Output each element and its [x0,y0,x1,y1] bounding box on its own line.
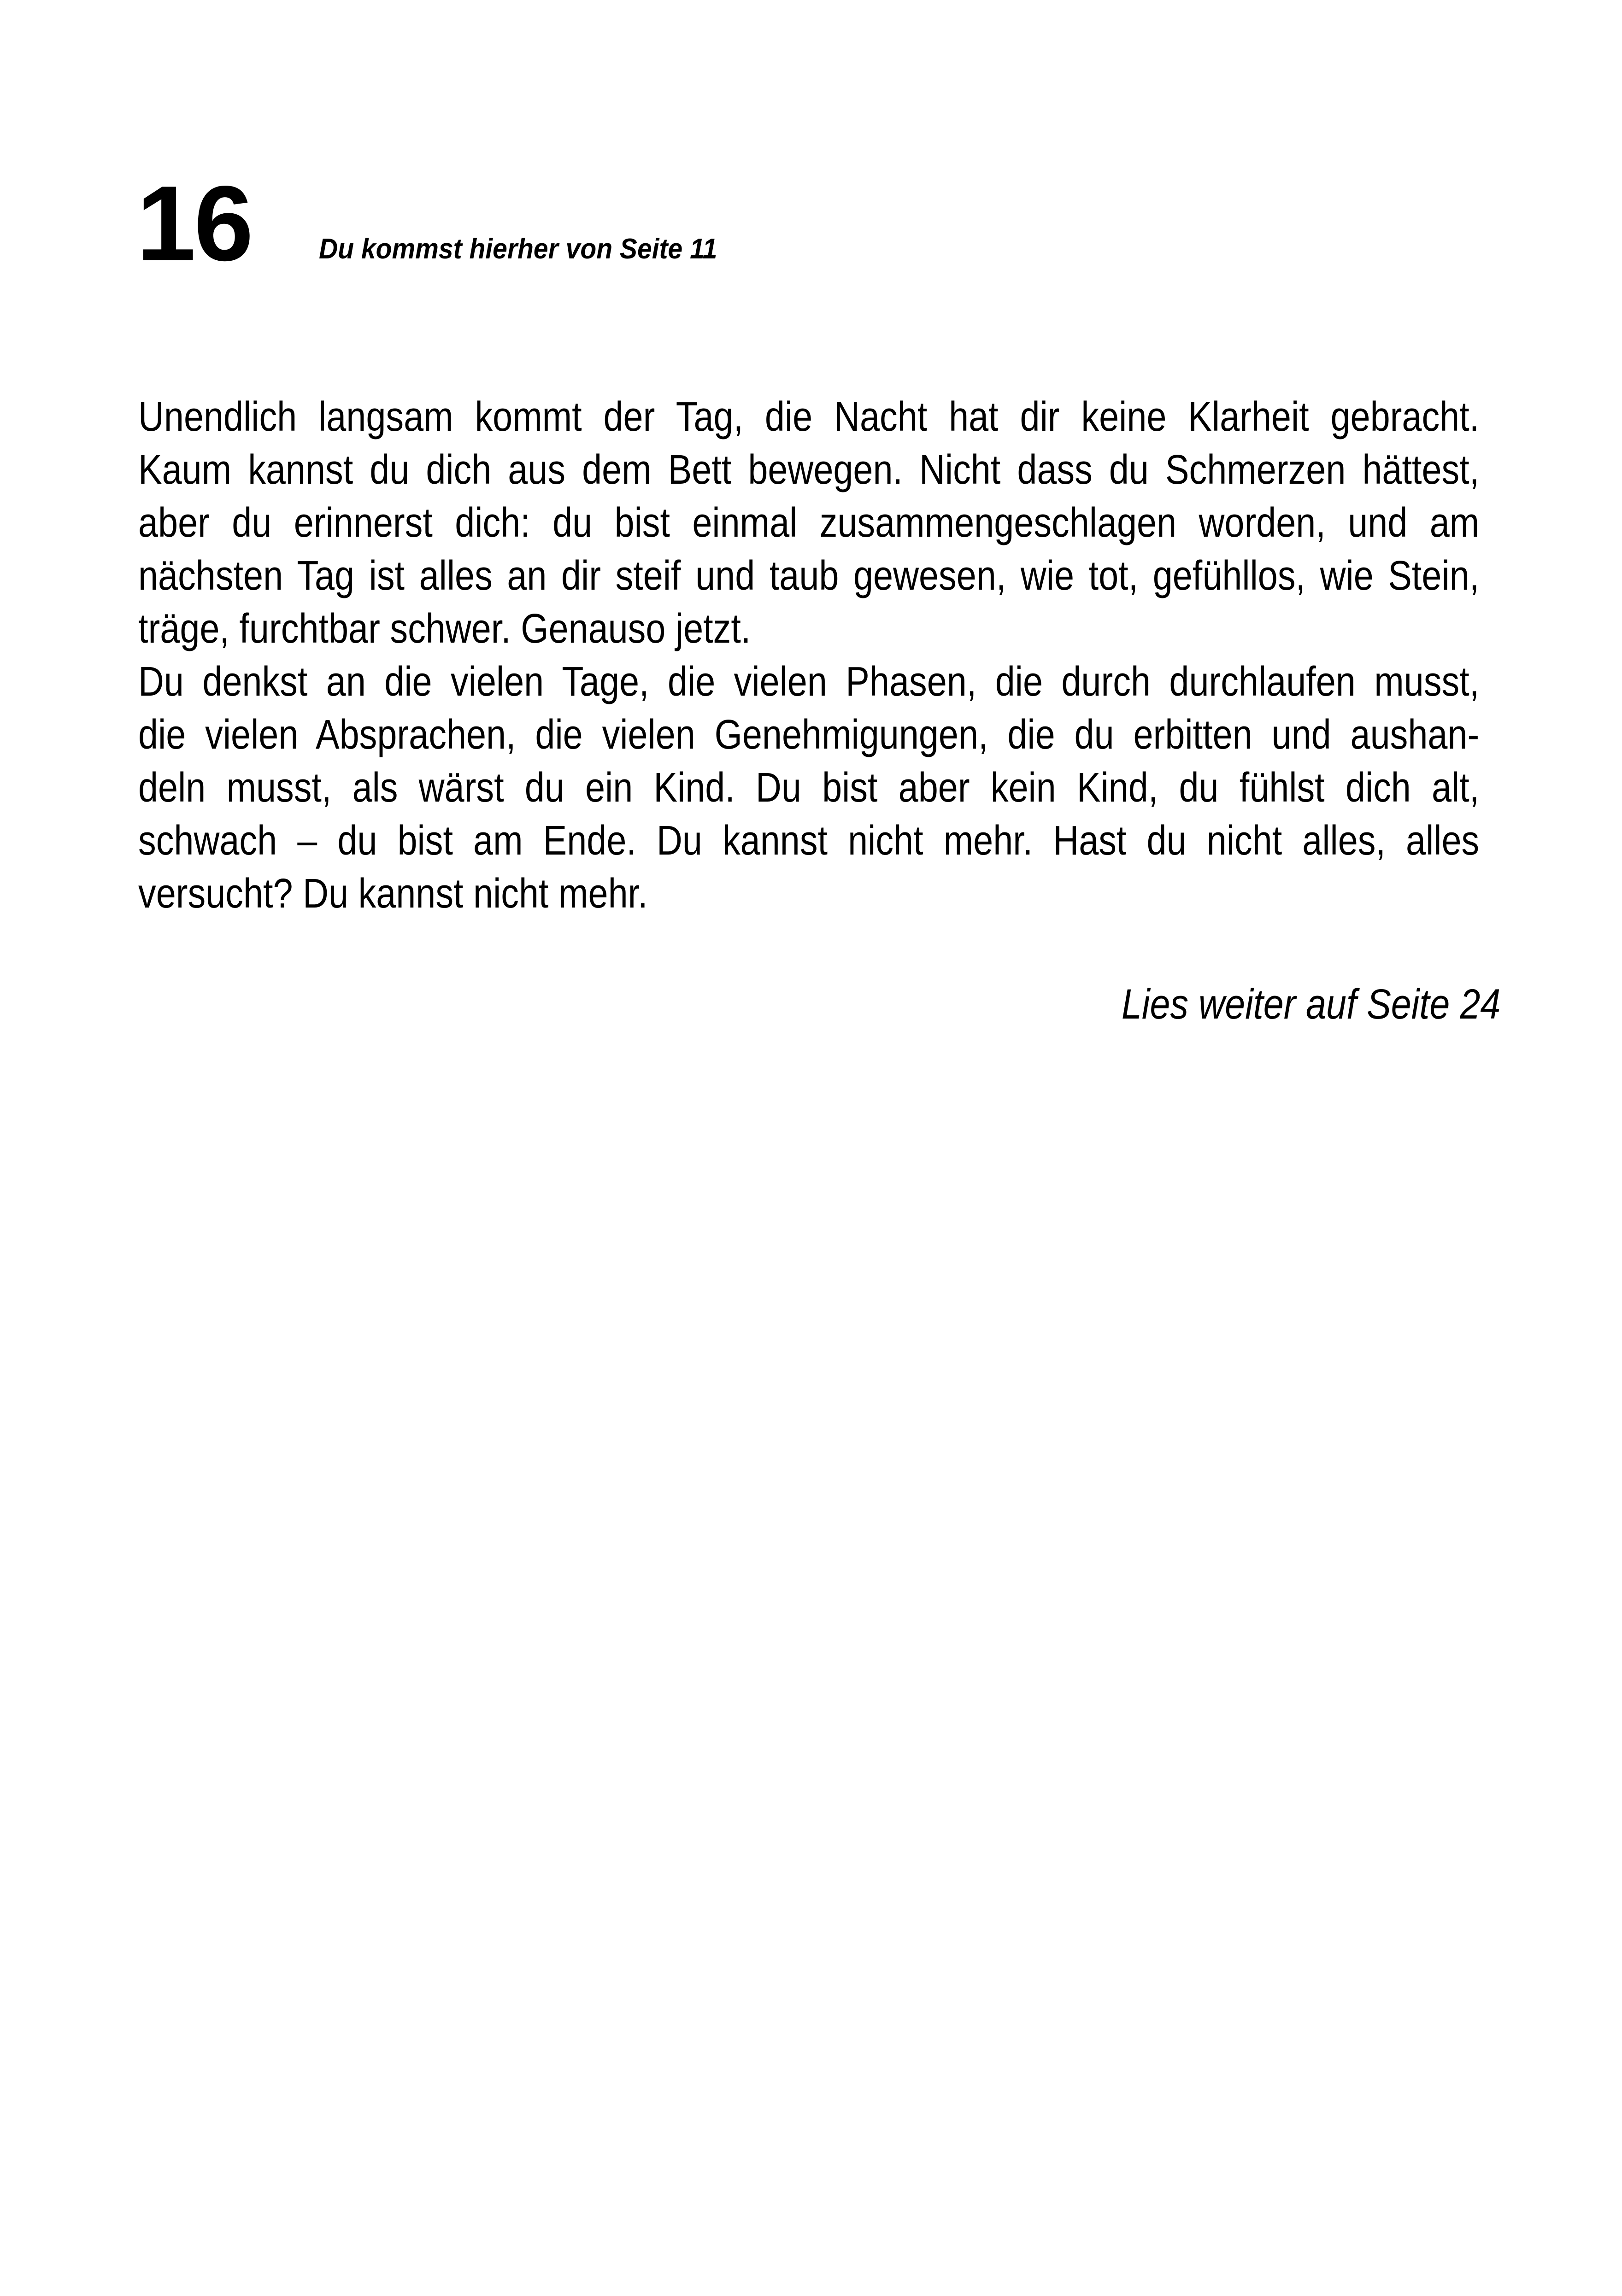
text-line: Du denkst an die vielen Tage, die vielen Phasen, die durch durchlaufen musst, [138,659,1480,705]
text-line: aber du erinnerst dich: du bist einmal zusammengeschlagen worden, und am [138,500,1480,546]
text-line: schwach – du bist am Ende. Du kannst nicht mehr. Hast du nicht alles, alles [138,818,1480,864]
text-line: Kaum kannst du dich aus dem Bett bewegen. Nicht dass du Schmerzen hättest, [138,447,1480,493]
text-line: deln musst, als wärst du ein Kind. Du bist aber kein Kind, du fühlst dich alt, [138,765,1480,811]
text-line: Unendlich langsam kommt der Tag, die Nacht hat dir keine Klarheit gebracht. [138,394,1480,440]
continue-reading-text: Lies weiter auf Seite 24 [1121,981,1501,1028]
text-line: nächsten Tag ist alles an dir steif und taub gewesen, wie tot, gefühllos, wie Stein, [138,553,1480,599]
body-paragraphs [138,391,1479,920]
text-line: die vielen Absprachen, die vielen Genehmigungen, die du erbitten und aushan- [138,712,1480,758]
text-line: versucht? Du kannst nicht mehr. [138,871,648,917]
text-line: träge, furchtbar schwer. Genauso jetzt. [138,606,751,652]
page-number: 16 [136,164,252,283]
came-from-note: Du kommst hierher von Seite 11 [319,233,717,265]
continue-reading-note [1060,978,1501,1031]
